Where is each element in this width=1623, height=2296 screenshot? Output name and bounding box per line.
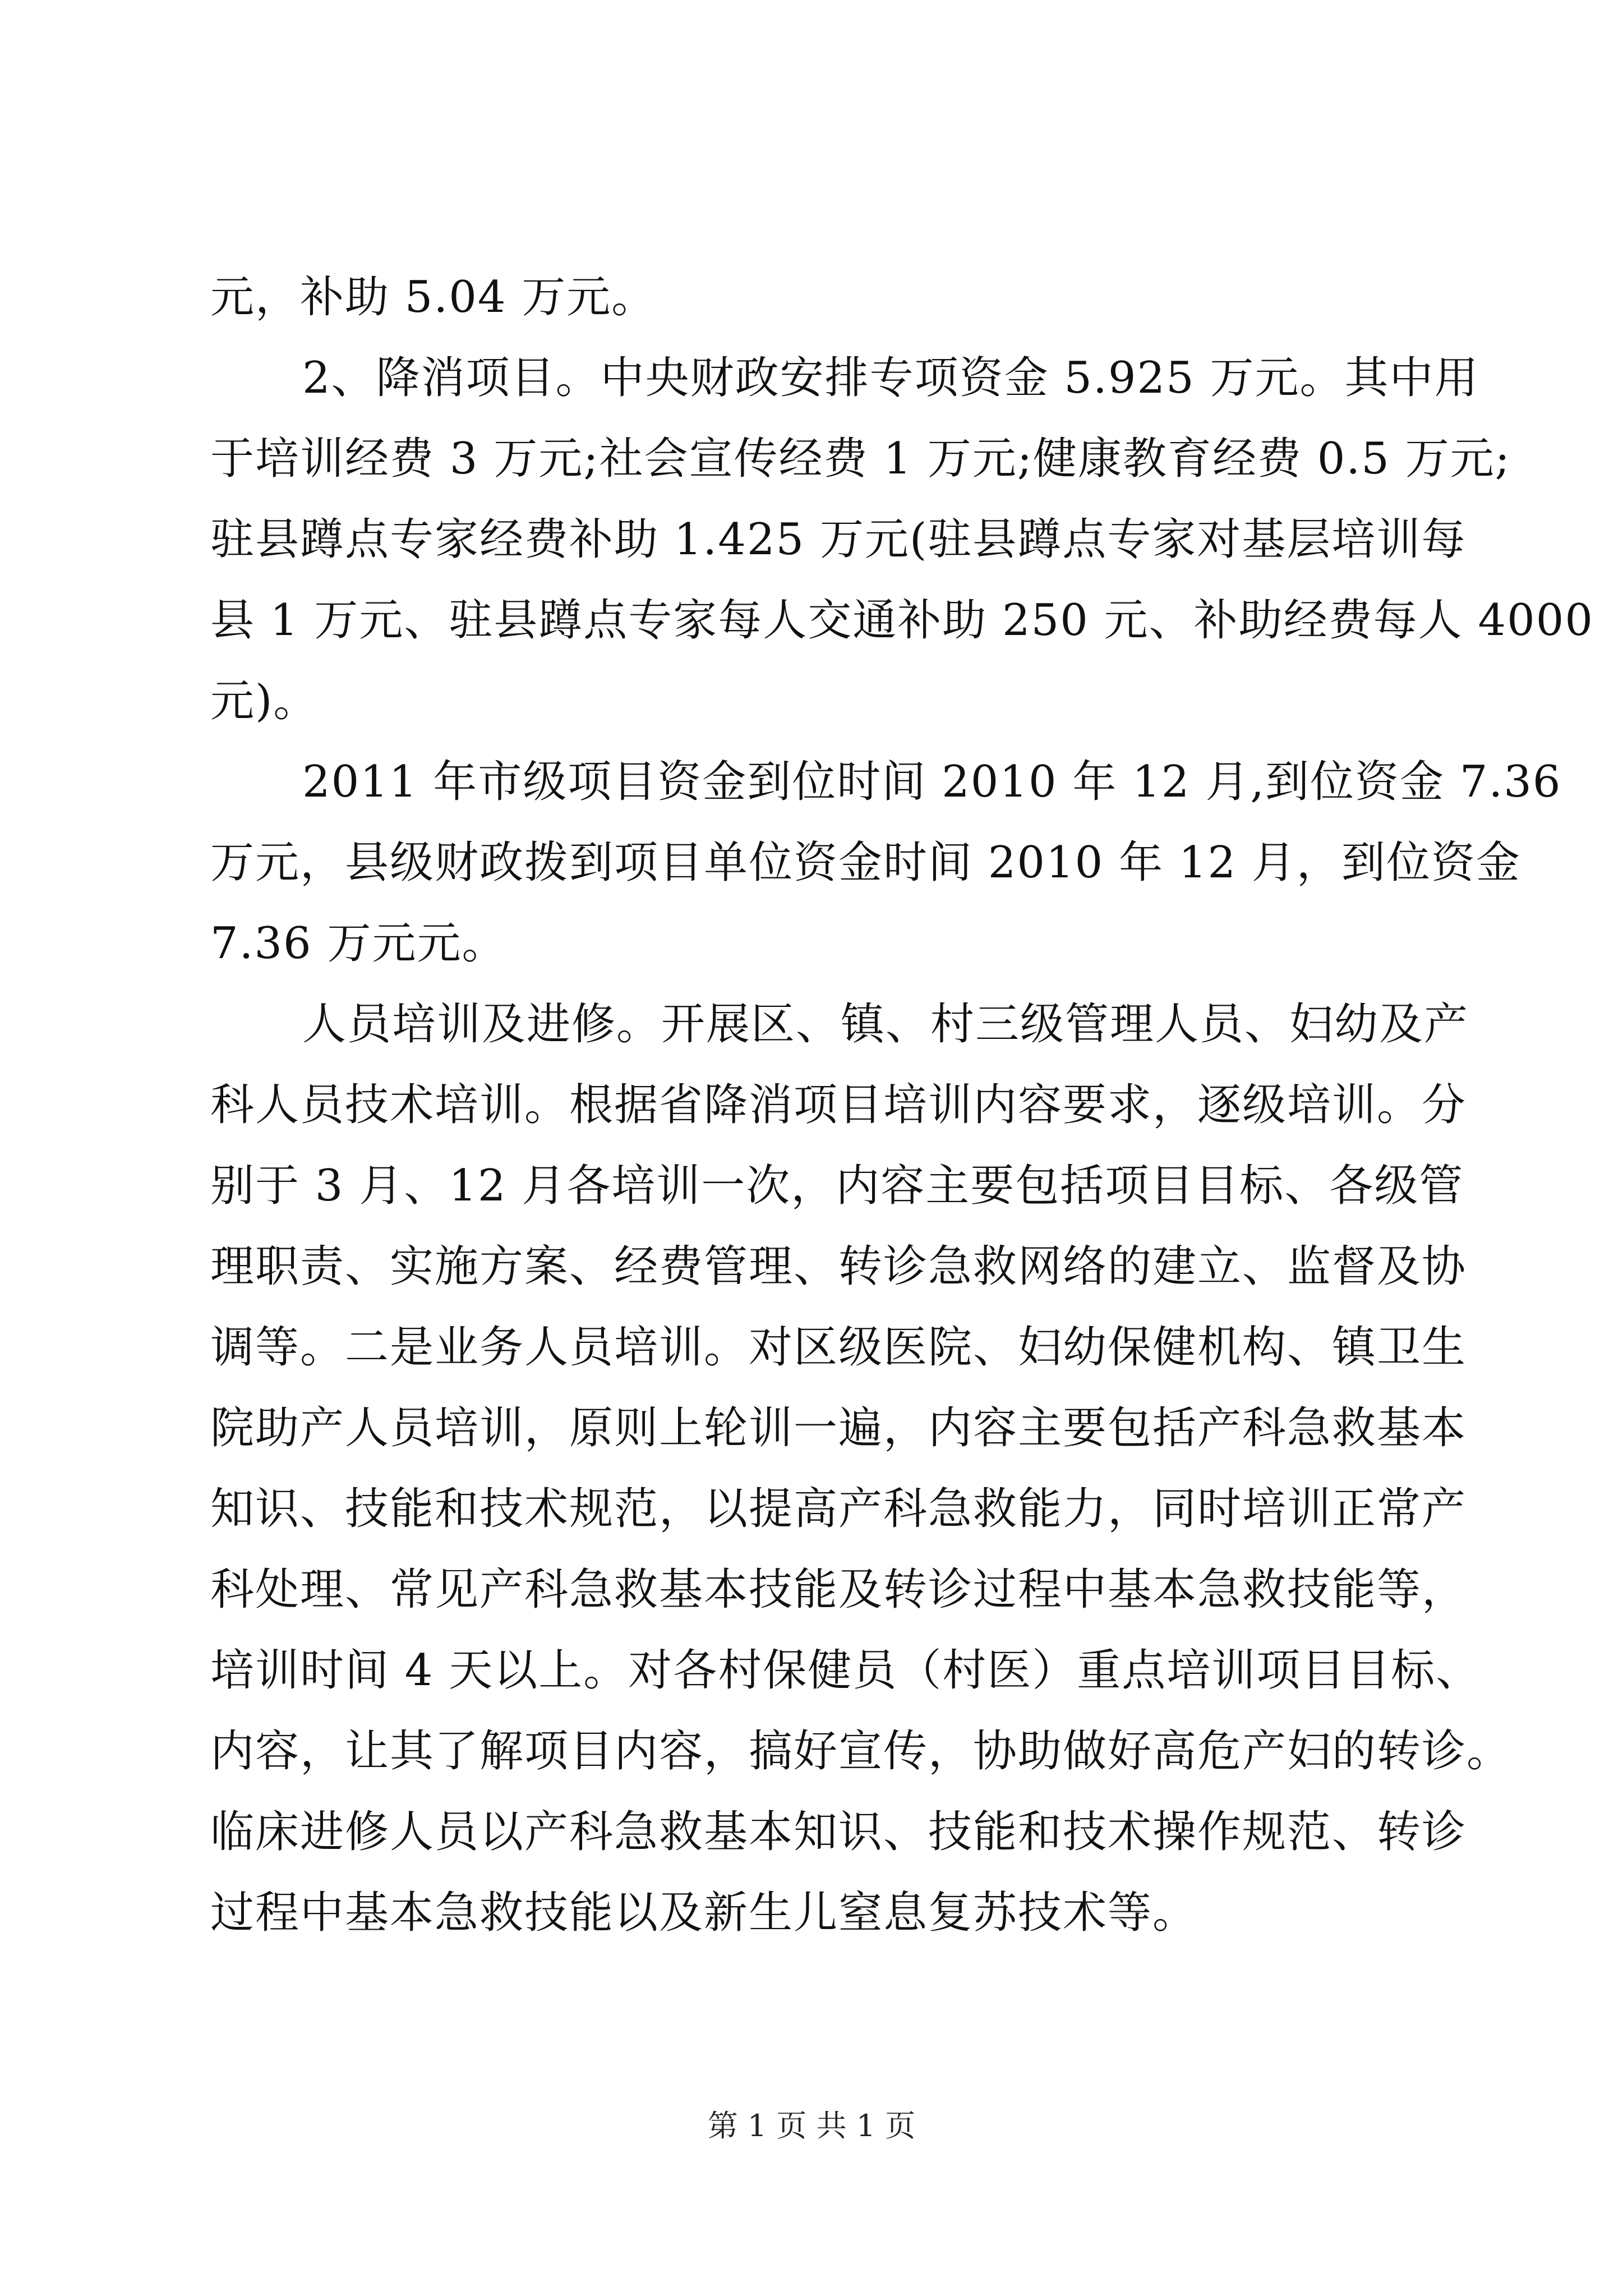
text-line: 7.36 万元元。 xyxy=(210,918,507,969)
text-line: 理职责、实施方案、经费管理、转诊急救网络的建立、监督及协 xyxy=(210,1241,1467,1292)
text-line: 人员培训及进修。开展区、镇、村三级管理人员、妇幼及产 xyxy=(302,999,1469,1050)
text-line: 培训时间 4 天以上。对各村保健员（村医）重点培训项目目标、 xyxy=(210,1645,1481,1696)
text-line: 2、降消项目。中央财政安排专项资金 5.925 万元。其中用 xyxy=(302,353,1479,403)
document-body xyxy=(210,257,1594,1953)
text-line: 科人员技术培训。根据省降消项目培训内容要求，逐级培训。分 xyxy=(210,1080,1467,1130)
text-line: 2011 年市级项目资金到位时间 2010 年 12 月,到位资金 7.36 xyxy=(302,757,1562,807)
text-line: 万元，县级财政拨到项目单位资金时间 2010 年 12 月，到位资金 xyxy=(210,838,1521,888)
text-line: 知识、技能和技术规范，以提高产科急救能力，同时培训正常产 xyxy=(210,1484,1467,1534)
text-line: 院助产人员培训，原则上轮训一遍，内容主要包括产科急救基本 xyxy=(210,1403,1467,1453)
text-line: 驻县蹲点专家经费补助 1.425 万元(驻县蹲点专家对基层培训每 xyxy=(210,514,1467,565)
text-line: 内容，让其了解项目内容，搞好宣传，协助做好高危产妇的转诊。 xyxy=(210,1726,1512,1777)
text-line: 县 1 万元、驻县蹲点专家每人交通补助 250 元、补助经费每人 4000 xyxy=(210,595,1594,646)
text-line: 元)。 xyxy=(210,676,319,726)
text-line: 调等。二是业务人员培训。对区级医院、妇幼保健机构、镇卫生 xyxy=(210,1322,1467,1373)
page-footer: 第 1 页 共 1 页 xyxy=(707,2108,916,2143)
text-line: 元，补助 5.04 万元。 xyxy=(210,272,657,323)
text-line: 临床进修人员以产科急救基本知识、技能和技术操作规范、转诊 xyxy=(210,1807,1467,1857)
text-line: 过程中基本急救技能以及新生儿窒息复苏技术等。 xyxy=(210,1888,1198,1938)
text-line: 科处理、常见产科急救基本技能及转诊过程中基本急救技能等， xyxy=(210,1565,1467,1615)
text-line: 别于 3 月、12 月各培训一次，内容主要包括项目目标、各级管 xyxy=(210,1161,1464,1211)
text-line: 于培训经费 3 万元;社会宣传经费 1 万元;健康教育经费 0.5 万元; xyxy=(210,434,1511,484)
